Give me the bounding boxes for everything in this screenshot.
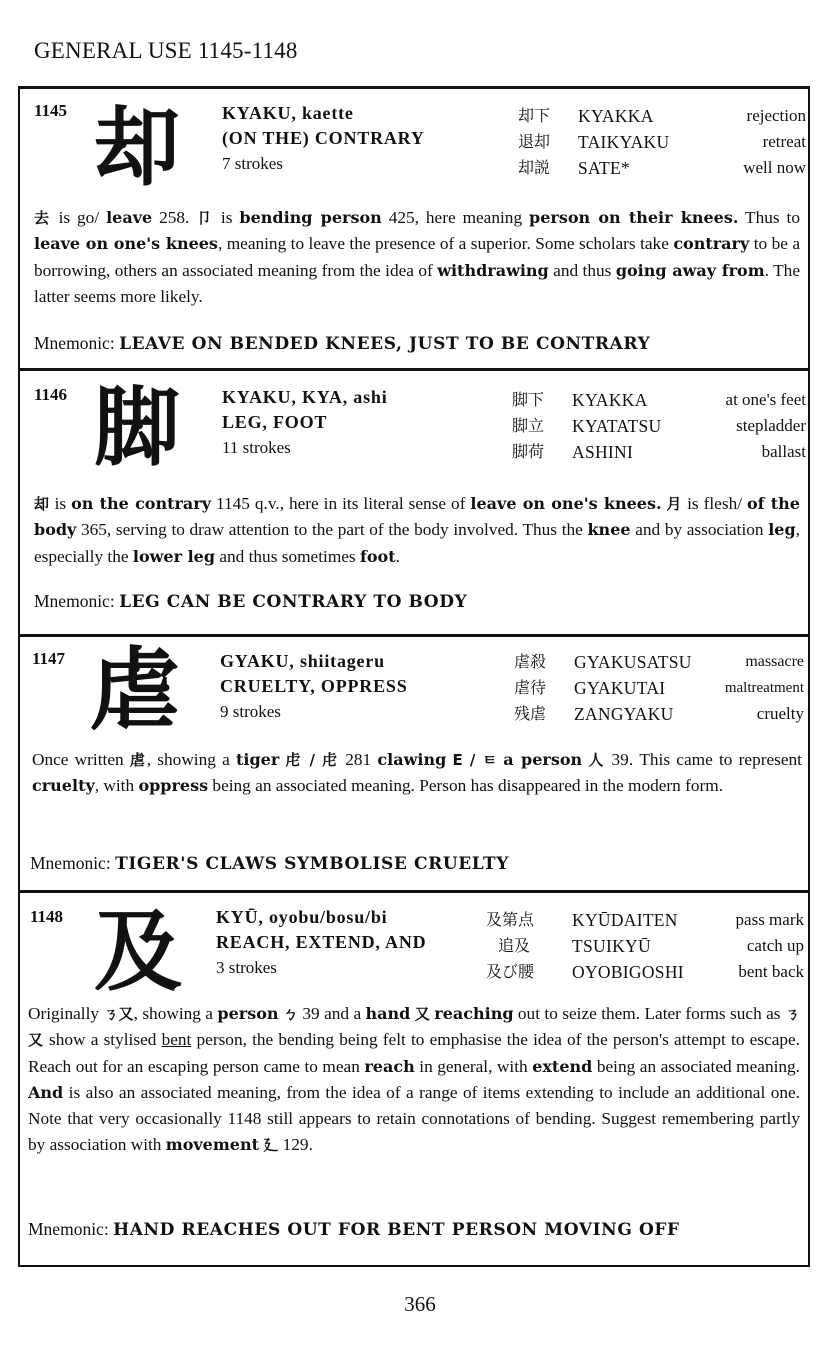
headword-block bbox=[222, 101, 425, 176]
entry-1147 bbox=[20, 637, 808, 893]
meaning: CRUELTY, OPPRESS bbox=[220, 676, 408, 696]
reading: KYAKU, kaette bbox=[222, 103, 354, 123]
compound-reading: ASHINI bbox=[572, 442, 634, 462]
entry-1148 bbox=[20, 893, 808, 1265]
compound-kanji: 及第点 bbox=[486, 910, 535, 929]
compound-row bbox=[514, 701, 804, 727]
compound-meaning: massacre bbox=[745, 653, 804, 670]
compound-row bbox=[486, 959, 804, 985]
glyph-person-icon: ㄅ bbox=[282, 1005, 298, 1023]
meaning: (ON THE) CONTRARY bbox=[222, 128, 425, 148]
compound-row bbox=[518, 129, 806, 155]
explanation: Once written 虐, showing a tiger 虍 / 虍 281 clawing E / ㅌ a person 人 39. This came to represent cruelty, with oppress being an associated meaning. Person has disappeared in the modern form. bbox=[32, 750, 802, 796]
compound-row bbox=[512, 439, 806, 465]
glyph-flesh-icon: 月 bbox=[666, 495, 683, 513]
compound-row bbox=[518, 155, 806, 181]
mnemonic-label: Mnemonic: bbox=[34, 591, 115, 611]
compound-row bbox=[518, 103, 806, 129]
entry-number: 1147 bbox=[32, 649, 66, 668]
page-number: 366 bbox=[404, 1292, 436, 1316]
compound-reading: GYAKUSATSU bbox=[574, 652, 692, 672]
headword-block bbox=[220, 649, 408, 724]
headword-block bbox=[216, 905, 426, 980]
glyph-tiger-icon: 虍 / 虍 bbox=[285, 751, 340, 769]
compound-kanji: 却説 bbox=[518, 158, 551, 177]
compound-meaning: well now bbox=[743, 158, 806, 177]
compounds-list bbox=[514, 649, 804, 727]
mnemonic bbox=[28, 1219, 680, 1240]
mnemonic bbox=[34, 591, 467, 612]
compound-reading: KYATATSU bbox=[572, 416, 662, 436]
compound-reading: OYOBIGOSHI bbox=[572, 962, 684, 982]
glyph-later-form-icon: ㄋ又 bbox=[28, 1005, 800, 1050]
compound-reading: ZANGYAKU bbox=[574, 704, 674, 724]
meaning: LEG, FOOT bbox=[222, 412, 328, 432]
stroke-count: 3 strokes bbox=[216, 958, 277, 977]
glyph-go-icon: 去 bbox=[34, 209, 52, 227]
glyph-contrary-icon: 却 bbox=[34, 495, 50, 513]
stroke-count: 7 strokes bbox=[222, 154, 283, 173]
compound-kanji: 残虐 bbox=[514, 704, 547, 723]
mnemonic bbox=[30, 853, 509, 874]
meaning: REACH, EXTEND, AND bbox=[216, 932, 427, 952]
compound-kanji: 退却 bbox=[518, 132, 551, 151]
compound-reading: GYAKUTAI bbox=[574, 678, 666, 698]
compound-kanji: 追及 bbox=[498, 936, 531, 955]
headword-kanji: 及 bbox=[94, 899, 183, 1003]
compound-meaning: pass mark bbox=[735, 910, 804, 929]
reading: KYŪ, oyobu/bosu/bi bbox=[216, 907, 388, 927]
compound-reading: KYAKKA bbox=[578, 106, 654, 126]
compound-kanji: 脚立 bbox=[512, 416, 545, 435]
glyph-old-form-icon: 虐 bbox=[129, 751, 147, 769]
compound-row bbox=[486, 933, 804, 959]
glyph-original-form-icon: ㄋ又 bbox=[103, 1005, 134, 1023]
compound-kanji: 脚荷 bbox=[512, 442, 545, 461]
compound-meaning: maltreatment bbox=[724, 680, 804, 696]
entry-number: 1148 bbox=[30, 907, 64, 926]
reading: KYAKU, KYA, ashi bbox=[222, 387, 388, 407]
entry-1145 bbox=[20, 89, 808, 371]
entry-1146 bbox=[20, 371, 808, 637]
glyph-claw-icon: E / ㅌ bbox=[452, 751, 497, 769]
explanation: 去 is go/ leave 258. 卩 is bending person 425, here meaning person on their knees. Thus to leave on one's knees, meaning to leave the presence of a superior. Some scholars take contrary to be a borrowing, others an associated meaning from the idea of withdrawing and thus going away from. The latter seems more likely. bbox=[34, 208, 801, 306]
glyph-movement-icon: 廴 bbox=[263, 1136, 279, 1155]
mnemonic-text: HAND REACHES OUT FOR BENT PERSON MOVING OFF bbox=[113, 1220, 680, 1240]
compound-reading: KYŪDAITEN bbox=[572, 910, 678, 930]
mnemonic-label: Mnemonic: bbox=[28, 1219, 109, 1239]
compound-meaning: catch up bbox=[746, 936, 804, 955]
glyph-person-icon: 人 bbox=[588, 751, 606, 769]
compound-meaning: cruelty bbox=[756, 704, 804, 723]
entries-frame bbox=[18, 86, 810, 1267]
compound-reading: KYAKKA bbox=[572, 390, 648, 410]
compound-reading: TAIKYAKU bbox=[578, 132, 670, 152]
mnemonic-label: Mnemonic: bbox=[30, 853, 111, 873]
compound-kanji: 却下 bbox=[518, 106, 551, 125]
mnemonic-text: LEAVE ON BENDED KNEES, JUST TO BE CONTRARY bbox=[119, 334, 651, 354]
compound-row bbox=[486, 907, 804, 933]
reading: GYAKU, shiitageru bbox=[220, 651, 385, 671]
headword-kanji: 虐 bbox=[90, 637, 180, 743]
headword-kanji: 却 bbox=[94, 97, 180, 198]
compound-meaning: stepladder bbox=[736, 416, 806, 435]
compounds-list bbox=[518, 103, 806, 181]
compound-row bbox=[514, 675, 804, 701]
compound-row bbox=[514, 649, 804, 675]
headword-block bbox=[222, 385, 388, 460]
explanation: Originally ㄋ又, showing a person ㄅ 39 and a hand 又 reaching out to seize them. Later forms such as ㄋ又 show a stylised bent person, the bending being felt to emphasise the idea of the person's attempt to escape. Reach out for an escaping person came to mean reach in general, with extend being an associated meaning. And is also an associated meaning, from the idea of a range of items extending to include an additional one. Note that very occasionally 1148 still appears to retain connotations of bending. Suggest remembering partly by association with movement 廴 129. bbox=[28, 1004, 800, 1155]
compound-meaning: ballast bbox=[761, 442, 806, 461]
compound-reading: SATE* bbox=[578, 158, 631, 178]
compound-kanji: 虐殺 bbox=[514, 652, 547, 671]
compound-meaning: bent back bbox=[738, 962, 804, 981]
compound-row bbox=[512, 387, 806, 413]
compound-meaning: at one's feet bbox=[725, 390, 806, 409]
compound-kanji: 虐待 bbox=[514, 678, 547, 697]
compound-kanji: 及び腰 bbox=[486, 962, 535, 981]
compound-row bbox=[512, 413, 806, 439]
compound-meaning: retreat bbox=[762, 132, 806, 151]
explanation: 却 is on the contrary 1145 q.v., here in its literal sense of leave on one's knees. 月 is flesh/ of the body 365, serving to draw attention to the part of the body involved. Thus the knee and by association leg, especially the lower leg and thus sometimes foot. bbox=[34, 494, 800, 566]
stroke-count: 9 strokes bbox=[220, 702, 281, 721]
entry-number: 1146 bbox=[34, 385, 68, 404]
compound-meaning: rejection bbox=[746, 106, 806, 125]
entry-number: 1145 bbox=[34, 101, 68, 120]
page-header: GENERAL USE 1145-1148 bbox=[34, 38, 298, 63]
headword-kanji: 脚 bbox=[94, 377, 180, 478]
compounds-list bbox=[486, 907, 804, 985]
glyph-seal-icon: 卩 bbox=[196, 209, 214, 227]
glyph-hand-icon: 又 bbox=[414, 1005, 430, 1023]
mnemonic-text: TIGER'S CLAWS SYMBOLISE CRUELTY bbox=[115, 854, 509, 874]
compounds-list bbox=[512, 387, 806, 465]
compound-reading: TSUIKYŪ bbox=[572, 936, 651, 956]
mnemonic-text: LEG CAN BE CONTRARY TO BODY bbox=[119, 592, 468, 612]
mnemonic bbox=[34, 333, 650, 354]
stroke-count: 11 strokes bbox=[222, 438, 291, 457]
mnemonic-label: Mnemonic: bbox=[34, 333, 115, 353]
compound-kanji: 脚下 bbox=[512, 390, 545, 409]
